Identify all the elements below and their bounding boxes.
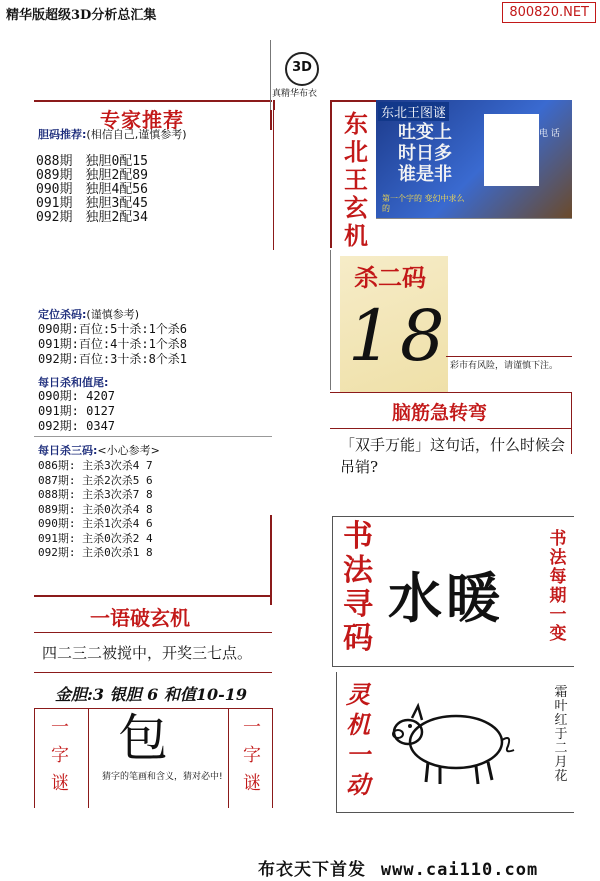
expert-rows [36, 155, 148, 225]
calligraphy-main: 水暖 [388, 566, 504, 630]
dongbei-banner: 东北王图谜 [378, 102, 449, 121]
kill-two-title: 杀二码 [354, 264, 426, 292]
dongbei-whiteout [484, 114, 539, 186]
list-item: 090期: 主杀1次杀4 6 [38, 517, 153, 530]
list-item: 092期: 主杀0次杀1 8 [38, 546, 153, 559]
calligraphy-right: 书 法 每 期 一 变 [549, 529, 567, 644]
expert-heading: 专家推荐 [100, 108, 184, 132]
word-riddle-right: 一 字 谜 [243, 717, 261, 794]
list-item: 089期 独胆2配89 [36, 168, 148, 183]
list-item: 088期: 主杀3次杀7 8 [38, 488, 153, 501]
daily-kill-three-label: 每日杀三码:<小心参考> [38, 444, 160, 457]
word-riddle-left: 一 字 谜 [51, 717, 69, 794]
position-kill-rows [38, 322, 187, 367]
list-item: 090期: 4207 [38, 389, 116, 403]
gold-line: 金胆:3 银胆 6 和值10-19 [55, 685, 248, 704]
daily-kill-sum-rows [38, 389, 115, 434]
calligraphy-left: 书 法 寻 码 [343, 519, 373, 656]
list-item: 092期: 0347 [38, 419, 116, 433]
brain-question: 「双手万能」这句话，什么时候会吊销? [340, 436, 566, 476]
list-item: 086期: 主杀3次杀4 7 [38, 459, 153, 472]
kill-two-panel [340, 256, 448, 392]
expert-subtitle: 胆码推荐:(相信自己,谨慎参考) [38, 128, 187, 141]
logo-caption: 真精华布衣 [272, 89, 318, 99]
dongbei-side-text: 电 话 [539, 129, 560, 139]
list-item: 087期: 主杀2次杀5 6 [38, 473, 153, 487]
riddle-character: 包 [118, 709, 168, 767]
daily-kill-sum-label: 每日杀和值尾: [38, 376, 109, 389]
watermark-badge[interactable]: 800820.NET [502, 2, 596, 23]
riddle-phrase-heading: 一语破玄机 [90, 606, 190, 630]
footer-text: 布衣天下首发 www.cai110.com [258, 860, 539, 880]
list-item: 092期:百位:3十杀:8个杀1 [38, 352, 188, 366]
logo-icon: 3D [285, 52, 319, 86]
inspiration-signature: 霜 叶 红 于 二 月 花 [554, 685, 568, 784]
daily-kill-three-rows [38, 459, 160, 561]
dongbei-picture [376, 100, 572, 218]
list-item: 091期:百位:4十杀:1个杀8 [38, 337, 188, 351]
footer-link[interactable]: www.cai110.com [380, 860, 539, 880]
brain-heading: 脑筋急转弯 [392, 402, 488, 424]
inspiration-left: 灵 机 一 动 [346, 680, 370, 799]
list-item: 090期 独胆4配56 [36, 182, 148, 197]
page-title: 精华版超级3D分析总汇集 [6, 8, 157, 23]
dongbei-small-text: 第一个字的 变幻中求么的 [382, 194, 465, 213]
list-item: 089期: 主杀0次杀4 8 [38, 502, 153, 516]
dongbei-lines: 吐变上 时日多 谁是非 [398, 122, 452, 185]
list-item: 091期: 主杀0次杀2 4 [38, 531, 153, 545]
list-item: 091期 独胆3配45 [36, 196, 148, 211]
kill-two-note: 彩市有风险，请谨慎下注。 [450, 361, 559, 371]
position-kill-label: 定位杀码:(谨慎参考) [38, 308, 139, 321]
pig-drawing-icon [388, 700, 518, 790]
list-item: 091期: 0127 [38, 404, 116, 418]
list-item: 090期:百位:5十杀:1个杀6 [38, 322, 188, 336]
list-item: 092期 独胆2配34 [36, 210, 148, 225]
kill-two-digit: 1 [348, 295, 393, 377]
kill-two-digit: 8 [400, 295, 445, 377]
riddle-phrase-text: 四二三二被搅中，开奖三七点。 [42, 644, 253, 662]
list-item: 088期 独胆0配15 [36, 154, 148, 169]
riddle-hint: 猜字的笔画和含义，猜对必中! [102, 772, 223, 782]
dongbei-vertical-title: 东 北 王 玄 机 [344, 109, 368, 250]
